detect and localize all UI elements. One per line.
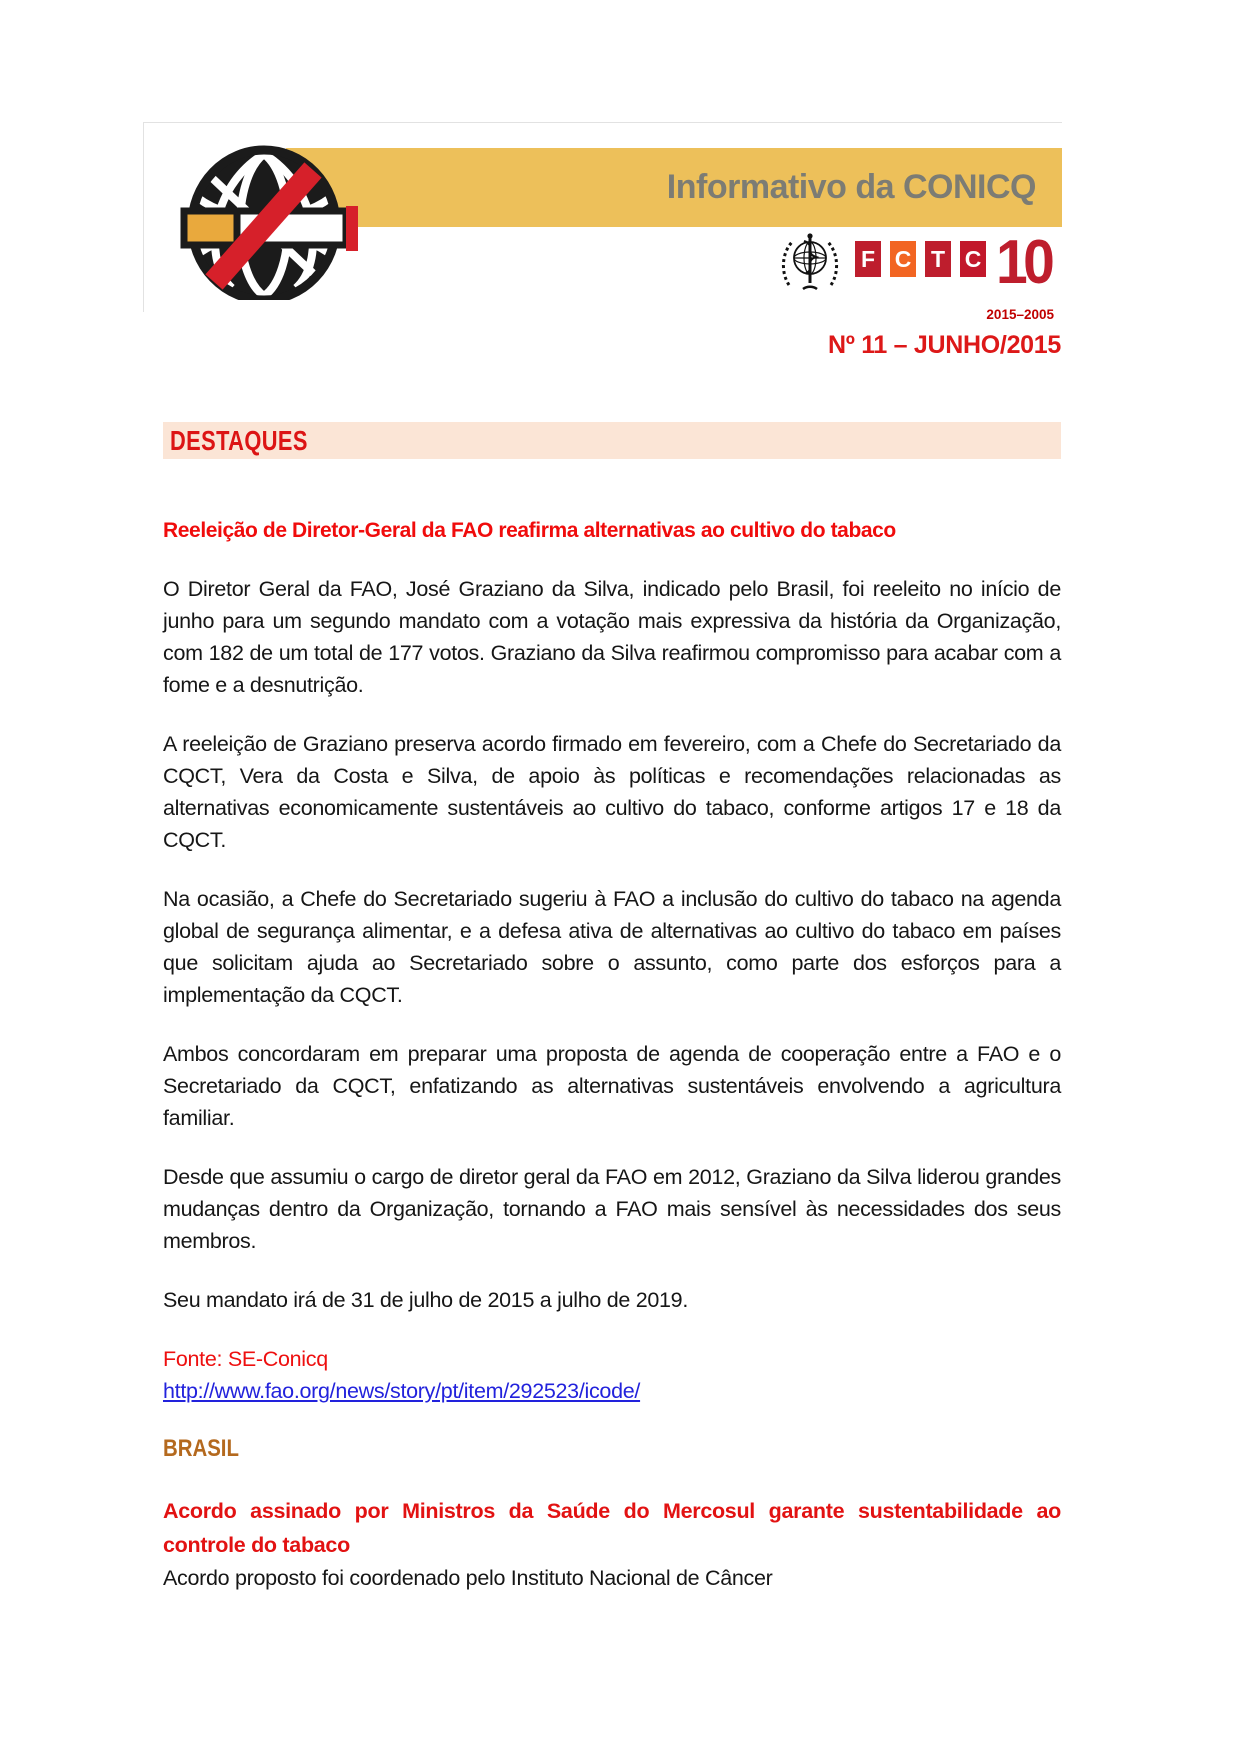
brasil-section-header — [163, 1434, 1061, 1467]
fctc-anniversary-number: 10 — [996, 228, 1051, 297]
article1-paragraph-6: Seu mandato irá de 31 de julho de 2015 a julho de 2019. — [163, 1288, 689, 1312]
who-emblem-icon — [779, 231, 841, 293]
newsletter-header — [0, 0, 1241, 370]
article1-paragraph-1: O Diretor Geral da FAO, José Graziano da Silva, indicado pelo Brasil, foi reeleito no início de junho para um segundo mandato com a votação mais expressiva da história da Organização, com 182 de um total de 177 votos. Graziano da Silva reafirmou compromisso para acabar com a fome e a desnutrição. — [163, 577, 1061, 697]
source-link[interactable]: http://www.fao.org/news/story/pt/item/292523/icode/ — [163, 1379, 641, 1403]
header-banner — [286, 148, 1062, 227]
destaques-section-header — [163, 422, 1061, 459]
article1-paragraph-3: Na ocasião, a Chefe do Secretariado sugeriu à FAO a inclusão do cultivo do tabaco na agenda global de segurança alimentar, e a defesa ativa de alternativas ao cultivo do tabaco em países que solicitam ajuda ao Secretariado sobre o assunto, como parte dos esforços para a implementação da CQCT. — [163, 887, 1061, 1007]
article1-title: Reeleição de Diretor-Geral da FAO reafirma alternativas ao cultivo do tabaco — [163, 519, 896, 542]
fctc-anniversary-years: 2015–2005 — [986, 307, 1054, 322]
article1-paragraph-5: Desde que assumiu o cargo de diretor geral da FAO em 2012, Graziano da Silva liderou grandes mudanças dentro da Organização, tornando a FAO mais sensível às necessidades dos seus membros. — [163, 1165, 1061, 1253]
fctc-letter-box-f: F — [855, 241, 881, 277]
newsletter-body — [163, 422, 1061, 1594]
banner-title: Informativo da CONICQ — [666, 168, 1036, 206]
fctc-letter-boxes — [855, 241, 986, 277]
destaques-label: DESTAQUES — [170, 425, 308, 456]
fctc-letter-box-c2: C — [960, 241, 986, 277]
article2-subtitle: Acordo proposto foi coordenado pelo Instituto Nacional de Câncer — [163, 1566, 773, 1590]
fctc-letter-box-c1: C — [890, 241, 916, 277]
no-smoking-globe-icon — [180, 132, 358, 300]
source-label: Fonte: SE-Conicq — [163, 1347, 328, 1371]
fctc-logo — [779, 228, 1055, 297]
article2-title: Acordo assinado por Ministros da Saúde do Mercosul garante sustentabilidade ao controle do tabaco — [163, 1499, 1061, 1557]
fctc-letter-box-t: T — [925, 241, 951, 277]
article1-paragraph-4: Ambos concordaram em preparar uma proposta de agenda de cooperação entre a FAO e o Secretariado da CQCT, enfatizando as alternativas sustentáveis envolvendo a agricultura familiar. — [163, 1042, 1061, 1130]
brasil-label: BRASIL — [163, 1435, 239, 1462]
no-smoking-globe-logo — [180, 132, 358, 300]
article1-paragraph-2: A reeleição de Graziano preserva acordo firmado em fevereiro, com a Chefe do Secretariado da CQCT, Vera da Costa e Silva, de apoio às políticas e recomendações relacionadas as alternativas economicamente sustentáveis ao cultivo do tabaco, conforme artigos 17 e 18 da CQCT. — [163, 732, 1061, 852]
issue-number-line: Nº 11 – JUNHO/2015 — [827, 331, 1061, 359]
